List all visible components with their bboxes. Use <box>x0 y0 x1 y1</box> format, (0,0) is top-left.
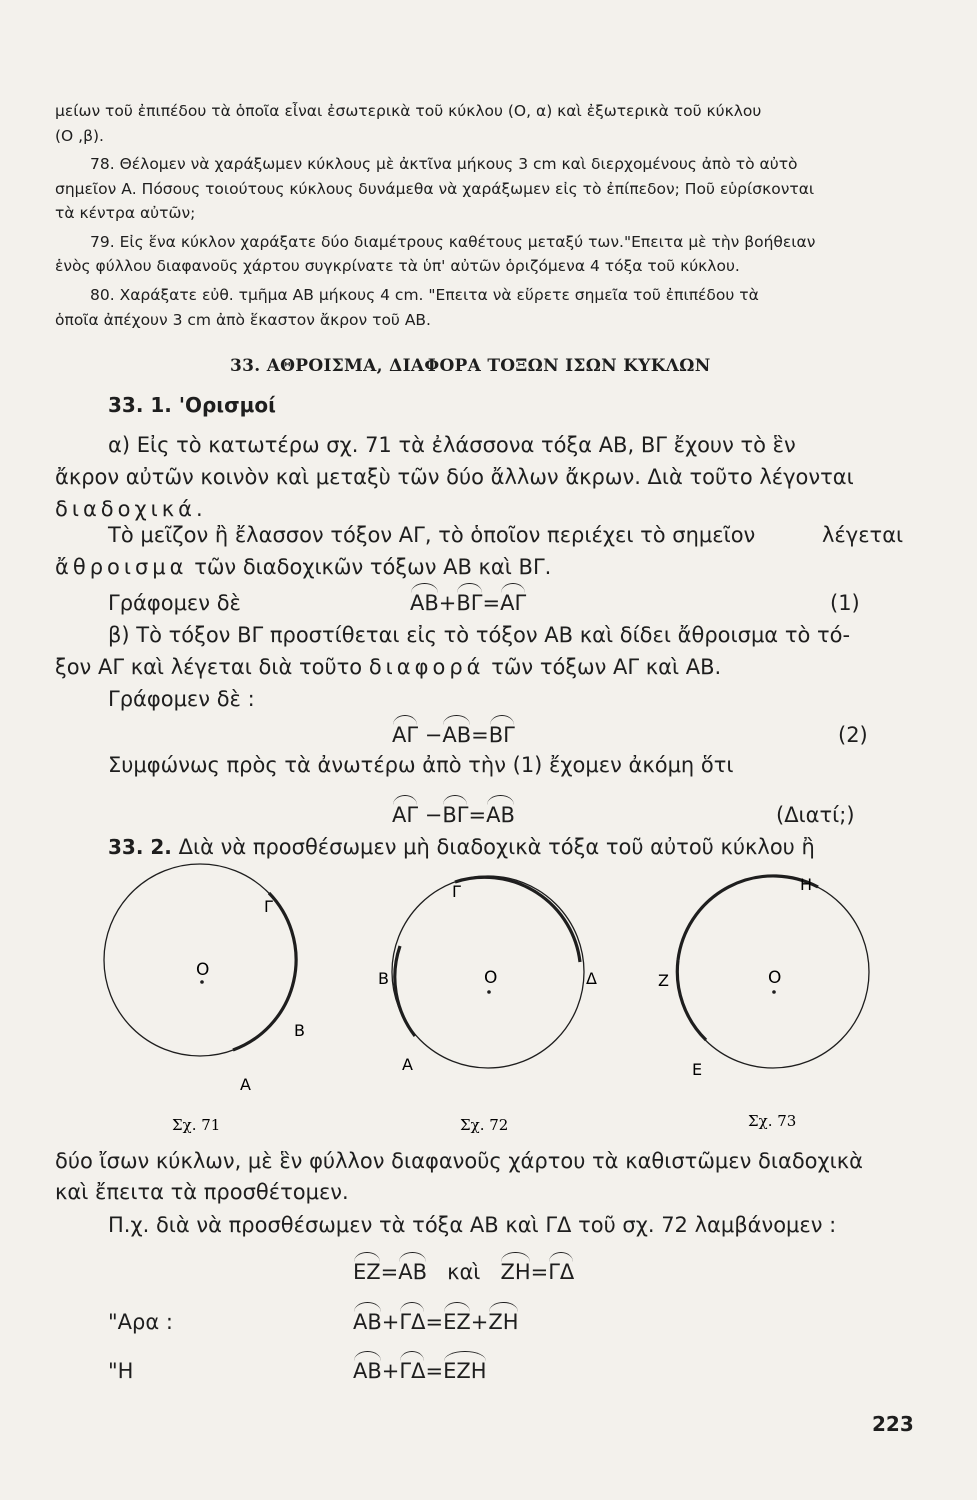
arc-term: ΓΔ <box>548 1255 574 1289</box>
operator: = <box>468 803 487 827</box>
arc-term: ΖΗ <box>500 1255 530 1289</box>
paragraph-line: Π.χ. διὰ νὰ προσθέσωμεν τὰ τόξα ΑΒ καὶ ΓΔ τοῦ σχ. 72 λαμβάνομεν : <box>108 1213 837 1237</box>
subsection-line <box>108 830 815 864</box>
emphasis-term: διαφορά <box>368 655 485 679</box>
point-label: Ε <box>692 1060 703 1079</box>
exercise-80-cont: ὁποῖα ἀπέχουν 3 cm ἀπὸ ἕκαστον ἄκρον τοῦ ΑΒ. <box>55 311 431 329</box>
paragraph-line: λέγεται <box>822 523 904 547</box>
point-label: Α <box>240 1075 251 1094</box>
arc-bold <box>395 946 415 1036</box>
center-point <box>487 990 491 994</box>
operator: = <box>471 723 489 747</box>
operator: + <box>381 1359 400 1383</box>
equation-5 <box>353 1305 519 1339</box>
arc-term: ΖΗ <box>488 1305 518 1339</box>
center-point <box>200 980 204 984</box>
arc-term: ΕΖ <box>443 1305 471 1339</box>
arc-term: ΑΒ <box>398 1255 427 1289</box>
operator: = <box>380 1260 399 1284</box>
exercise-text-line: μείων τοῦ ἐπιπέδου τὰ ὁποῖα εἶναι ἐσωτερικὰ τοῦ κύκλου (Ο, α) καὶ ἐξωτερικὰ τοῦ κύκλου <box>55 102 762 120</box>
subsection-heading: 33. 1. 'Ορισμοί <box>108 393 276 417</box>
exercise-text-line: (Ο ,β). <box>55 127 104 145</box>
paragraph-text: Διὰ νὰ προσθέσωμεν μὴ διαδοχικὰ τόξα τοῦ αὐτοῦ κύκλου ἢ <box>178 835 815 859</box>
figures-svg <box>0 860 977 1150</box>
paragraph-line <box>55 650 721 684</box>
paragraph-line: α) Εἰς τὸ κατωτέρω σχ. 71 τὰ ἐλάσσονα τόξα ΑΒ, ΒΓ ἔχουν τὸ ἓν <box>108 433 796 457</box>
arc-term: ΕΖ <box>353 1255 381 1289</box>
emphasis-term: ἄθροισμα <box>55 555 188 579</box>
equation-4 <box>353 1255 574 1289</box>
operator: = <box>425 1310 444 1334</box>
arc-term: ΓΔ <box>399 1354 425 1388</box>
exercise-78-cont: τὰ κέντρα αὐτῶν; <box>55 204 196 222</box>
operator: − <box>424 803 443 827</box>
paragraph-line: Γράφομεν δὲ : <box>108 687 255 711</box>
center-label: Ο <box>484 968 498 988</box>
arc-term: ΕΖΗ <box>443 1354 486 1388</box>
point-label: Γ <box>452 882 461 901</box>
exercise-78-cont: σημεῖον Α. Πόσους τοιούτους κύκλους δυνάμεθα νὰ χαράξωμεν εἰς τὸ ἐπίπεδον; Ποῦ εὑρίσκονται <box>55 180 815 198</box>
arc-term: ΑΓ <box>392 798 418 832</box>
equation-1 <box>410 586 526 620</box>
center-point <box>772 990 776 994</box>
exercise-79: 79. Εἰς ἕνα κύκλον χαράξατε δύο διαμέτρους καθέτους μεταξύ των."Επειτα μὲ τὴν βοήθειαν <box>90 233 816 251</box>
operator: = <box>482 591 501 615</box>
center-label: Ο <box>196 960 210 980</box>
arc-term: ΒΓ <box>442 798 468 832</box>
exercise-78: 78. Θέλομεν νὰ χαράξωμεν κύκλους μὲ ἀκτῖνα μήκους 3 cm καὶ διερχομένους ἀπὸ τὸ αὐτὸ <box>90 155 798 173</box>
arc-term: ΒΓ <box>489 718 515 752</box>
figure-71 <box>104 864 305 1134</box>
paragraph-text: τῶν διαδοχικῶν τόξων ΑΒ καὶ ΒΓ. <box>194 555 552 579</box>
point-label: Α <box>402 1055 413 1074</box>
operator: + <box>438 591 457 615</box>
figure-caption: Σχ. 71 <box>172 1116 221 1134</box>
arc-term: ΑΒ <box>353 1354 382 1388</box>
paragraph-line: "Αρα : <box>108 1310 173 1334</box>
point-label: Η <box>800 875 813 894</box>
paragraph-text: ξον ΑΓ καὶ λέγεται διὰ τοῦτο <box>55 655 363 679</box>
exercise-79-cont: ἑνὸς φύλλου διαφανοῦς χάρτου συγκρίνατε τὰ ὑπ' αὐτῶν ὁριζόμενα 4 τόξα τοῦ κύκλου. <box>55 257 740 275</box>
equation-2 <box>392 718 515 752</box>
point-label: Β <box>294 1021 305 1040</box>
paragraph-line <box>55 550 551 584</box>
operator: − <box>424 723 443 747</box>
arc-term: ΑΓ <box>500 586 526 620</box>
arc-bold <box>233 893 296 1050</box>
equation-6 <box>353 1354 487 1388</box>
exercise-80: 80. Χαράξατε εὐθ. τμῆμα ΑΒ μήκους 4 cm. "Επειτα νὰ εὕρετε σημεῖα τοῦ ἐπιπέδου τὰ <box>90 286 759 304</box>
figure-72 <box>378 876 597 1134</box>
equation-number: (1) <box>830 591 860 615</box>
conjunction: καὶ <box>447 1260 481 1284</box>
figure-caption: Σχ. 73 <box>748 1112 797 1130</box>
arc-term: ΑΒ <box>353 1305 382 1339</box>
operator: = <box>425 1359 444 1383</box>
paragraph-line: "Η <box>108 1359 134 1383</box>
subsection-heading: 33. 2. <box>108 835 172 859</box>
arc-term: ΒΓ <box>456 586 482 620</box>
section-heading: 33. ΑΘΡΟΙΣΜΑ, ΔΙΑΦΟΡΑ ΤΟΞΩΝ ΙΣΩΝ ΚΥΚΛΩΝ <box>230 356 711 376</box>
point-label: Ζ <box>658 971 669 990</box>
equation-number: (2) <box>838 723 868 747</box>
arc-bold <box>455 877 580 962</box>
figure-caption: Σχ. 72 <box>460 1116 509 1134</box>
paragraph-line: Συμφώνως πρὸς τὰ ἀνωτέρω ἀπὸ τὴν (1) ἔχομεν ἀκόμη ὅτι <box>108 753 734 777</box>
figure-73 <box>658 875 869 1130</box>
paragraph-line: διαδοχικά. <box>55 497 207 521</box>
paragraph-line: δύο ἴσων κύκλων, μὲ ἓν φύλλον διαφανοῦς χάρτου τὰ καθιστῶμεν διαδοχικὰ <box>55 1149 863 1173</box>
arc-bold <box>677 960 706 1040</box>
arc-term: ΑΒ <box>442 718 471 752</box>
paragraph-line: καὶ ἔπειτα τὰ προσθέτομεν. <box>55 1180 349 1204</box>
point-label: Δ <box>586 969 597 988</box>
paragraph-line: Τὸ μεῖζον ἢ ἔλασσον τόξον ΑΓ, τὸ ὁποῖον περιέχει τὸ σημεῖον <box>108 523 756 547</box>
point-label: Γ <box>264 897 273 916</box>
question-note: (Διατί;) <box>776 803 855 827</box>
paragraph-line: β) Τὸ τόξον ΒΓ προστίθεται εἰς τὸ τόξον ΑΒ καὶ δίδει ἄθροισμα τὸ τό- <box>108 623 851 647</box>
arc-term: ΑΓ <box>392 718 418 752</box>
center-label: Ο <box>768 968 782 988</box>
arc-term: ΓΔ <box>399 1305 425 1339</box>
arc-term: ΑΒ <box>486 798 515 832</box>
operator: + <box>470 1310 489 1334</box>
paragraph-line: Γράφομεν δὲ <box>108 591 241 615</box>
operator: = <box>530 1260 549 1284</box>
equation-3 <box>392 798 515 832</box>
arc-term: ΑΒ <box>410 586 439 620</box>
page-number: 223 <box>872 1412 914 1436</box>
paragraph-line: ἄκρον αὐτῶν κοινὸν καὶ μεταξὺ τῶν δύο ἄλλων ἄκρων. Διὰ τοῦτο λέγονται <box>55 465 854 489</box>
point-label: Β <box>378 969 389 988</box>
paragraph-text: τῶν τόξων ΑΓ καὶ ΑΒ. <box>491 655 722 679</box>
operator: + <box>381 1310 400 1334</box>
arc-bold <box>678 876 818 960</box>
